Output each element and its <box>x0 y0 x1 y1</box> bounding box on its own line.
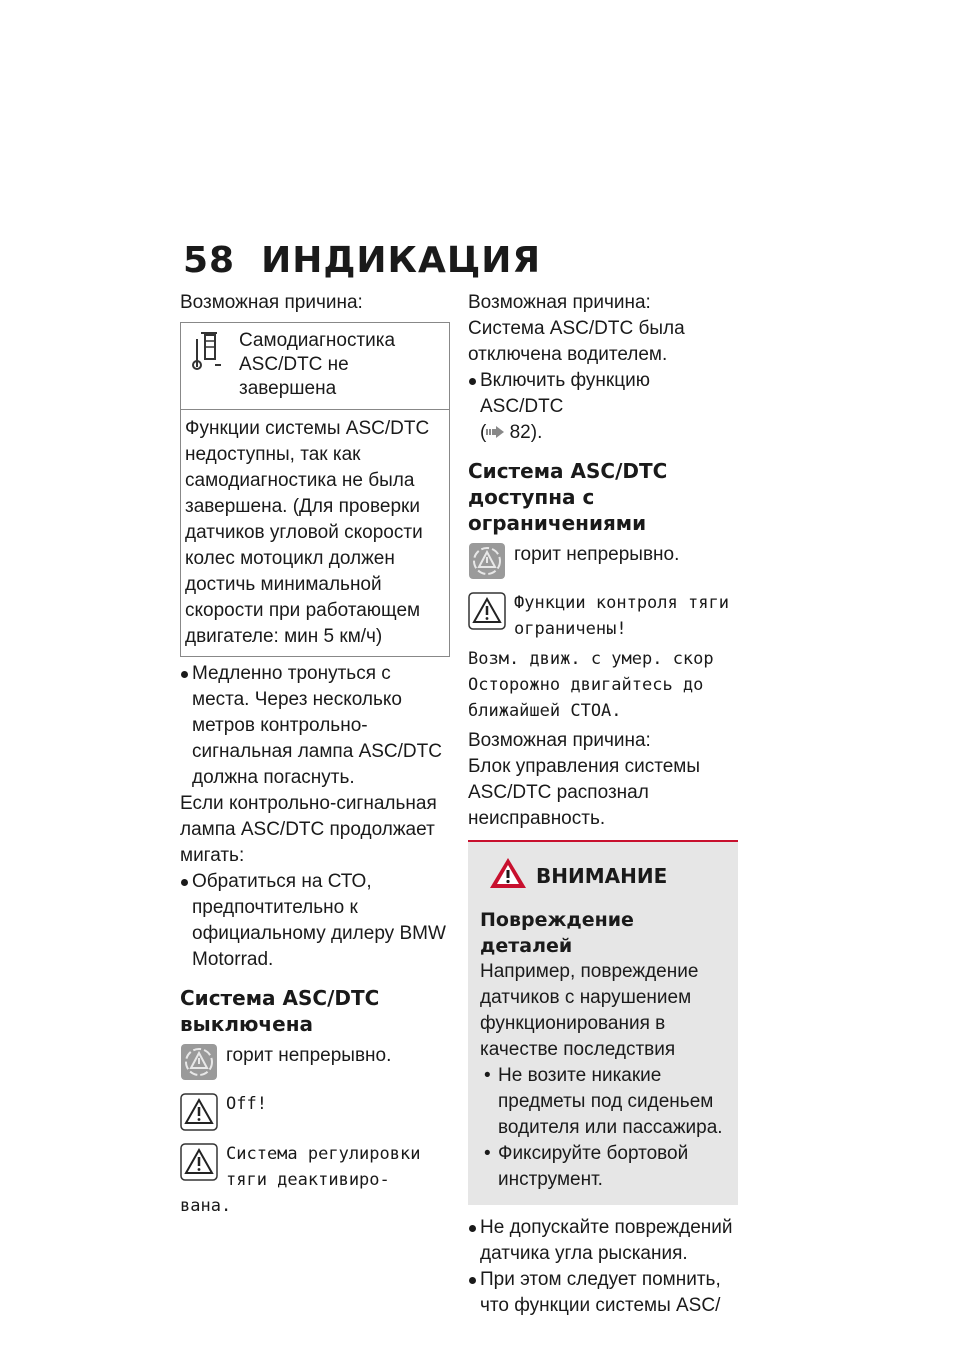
lamp-status: горит непрерывно. <box>226 1045 392 1066</box>
asc-dtc-lamp-icon <box>180 1043 218 1081</box>
cause-label: Возможная причина: <box>468 730 651 752</box>
page-reference: 82). <box>509 422 543 444</box>
cause-text: Система ASC/DTC была отключена водителем. <box>468 318 685 365</box>
bullet-item: При этом следует помнить, что функции системы ASC/ <box>468 1267 738 1319</box>
display-message <box>180 1091 450 1131</box>
bullet-text: Включить функцию ASC/DTC <box>480 370 650 417</box>
bullet-item: Медленно тронуться с места. Через несколько метров контрольно-сигнальная лампа ASC/DTC должна погаснуть. <box>180 661 450 791</box>
cause-text: Блок управления системы ASC/DTC распознал неисправность. <box>468 756 701 830</box>
info-box-header <box>181 323 449 410</box>
cause-label: Возможная причина: <box>468 292 651 313</box>
lamp-row <box>180 1043 450 1081</box>
caution-text: Например, повреждение датчиков с нарушением функционирования в качестве последствия <box>480 961 699 1061</box>
display-message <box>180 1141 450 1219</box>
bullet-item: Включить функцию ASC/DTC ( 82). <box>468 368 738 446</box>
page-reference-arrow-icon <box>486 420 504 446</box>
caution-subtitle: Повреждение деталей <box>480 909 634 958</box>
warning-triangle-icon <box>180 1143 218 1181</box>
cause-label: Возможная причина: <box>180 292 363 313</box>
section-heading: Система ASC/DTC выключена <box>180 986 380 1036</box>
bullet-item: Обратиться на СТО, предпочтительно к официальному дилеру BMW Motorrad. <box>180 869 450 973</box>
display-message <box>468 590 738 642</box>
info-box-body: Функции системы ASC/DTC недоступны, так как самодиагностика не была завершена. (Для проверки датчиков угловой скорости колес мотоцикл должен достичь минимальной скорости при работающем двигателе: мин 5 км/ч) <box>185 418 430 647</box>
caution-header <box>480 856 726 895</box>
display-text: Off! <box>226 1094 267 1114</box>
page-header <box>183 240 541 281</box>
section-title: ИНДИКАЦИЯ <box>261 240 542 281</box>
bullet-item: Не допускайте повреждений датчика угла рыскания. <box>468 1215 738 1267</box>
warning-triangle-icon <box>180 1093 218 1131</box>
lamp-row <box>468 542 738 580</box>
caution-warning-icon <box>488 856 528 895</box>
caution-bullet: • Не возите никакие предметы под сиденьем водителя или пассажира. <box>480 1063 726 1141</box>
display-text: Функции контроля тяги ограничены! <box>514 593 729 640</box>
self-diagnosis-icon <box>187 329 231 367</box>
caution-title: ВНИМАНИЕ <box>536 863 668 888</box>
display-text: Система регулировки тяги деактивиро- вана. <box>180 1144 421 1216</box>
left-column <box>180 290 450 1223</box>
page-number: 58 <box>183 240 236 281</box>
display-text: Возм. движ. с умер. скор Осторожно двигайтесь до ближайшей СТОА. <box>468 649 714 722</box>
lamp-status: горит непрерывно. <box>514 544 680 566</box>
info-box <box>180 322 450 657</box>
right-column <box>468 290 738 1319</box>
asc-dtc-lamp-icon <box>468 542 506 580</box>
caution-box <box>468 842 738 1205</box>
section-heading: Система ASC/DTC доступна с ограничениями <box>468 459 668 536</box>
caution-bullet: • Фиксируйте бортовой инструмент. <box>480 1141 726 1193</box>
paragraph: Если контрольно-сигнальная лампа ASC/DTC продолжает мигать: <box>180 793 437 866</box>
info-box-title: Самодиагностика ASC/DTC не завершена <box>239 330 396 399</box>
warning-triangle-icon <box>468 592 506 630</box>
